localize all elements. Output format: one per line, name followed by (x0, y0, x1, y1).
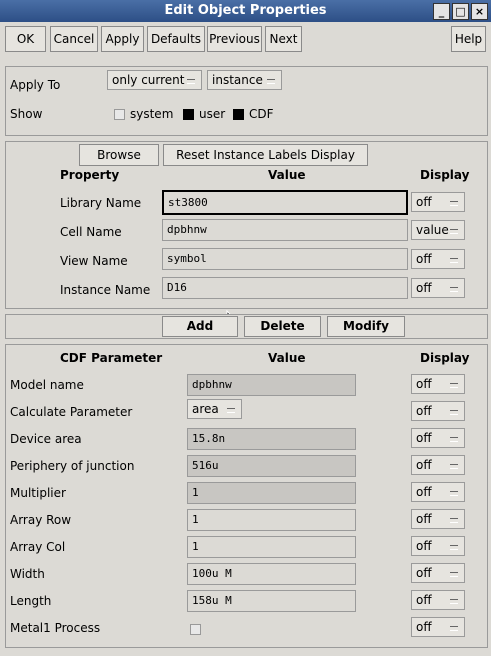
view-name-display-menu[interactable] (411, 249, 465, 269)
modify-button[interactable]: Modify (327, 316, 405, 337)
model-name-label: Model name (10, 378, 84, 392)
cancel-button[interactable]: Cancel (50, 26, 98, 52)
menu-indicator-icon (450, 383, 458, 388)
device-area-field: 15.8n (187, 428, 356, 450)
model-name-display-menu[interactable] (411, 374, 465, 394)
cell-name-label: Cell Name (60, 225, 122, 239)
help-button[interactable]: Help (451, 26, 486, 52)
minimize-icon[interactable]: _ (433, 3, 450, 20)
multiplier-display-menu[interactable] (411, 482, 465, 502)
display-menu-value: off (416, 458, 432, 472)
next-button[interactable]: Next (265, 26, 302, 52)
previous-button[interactable]: Previous (207, 26, 262, 52)
display-menu-value: off (416, 539, 432, 553)
calculate-parameter-display-menu[interactable] (411, 401, 465, 421)
array-col-label: Array Col (10, 540, 66, 554)
library-name-field[interactable]: st3800 (162, 190, 408, 215)
periphery-of-junction-label: Periphery of junction (10, 459, 135, 473)
calculate-parameter-label: Calculate Parameter (10, 405, 133, 419)
width-field[interactable]: 100u M (187, 563, 356, 585)
window-title: Edit Object Properties (164, 3, 327, 18)
browse-button[interactable]: Browse (79, 144, 159, 166)
show-label: Show (10, 107, 43, 121)
instance-name-display-menu[interactable] (411, 278, 465, 298)
display-menu-value: off (416, 512, 432, 526)
value-column-header: Value (268, 168, 306, 182)
menu-indicator-icon (450, 229, 458, 234)
show-user-label: user (199, 107, 226, 121)
apply-to-scope-value: only current (112, 73, 185, 87)
apply-to-type-value: instance (212, 73, 263, 87)
menu-indicator-icon (450, 258, 458, 263)
length-field[interactable]: 158u M (187, 590, 356, 612)
menu-indicator-icon (450, 572, 458, 577)
periphery-of-junction-display-menu[interactable] (411, 455, 465, 475)
width-display-menu[interactable] (411, 563, 465, 583)
menu-indicator-icon (450, 201, 458, 206)
reset-instance-labels-button[interactable]: Reset Instance Labels Display (163, 144, 368, 166)
multiplier-label: Multiplier (10, 486, 66, 500)
menu-indicator-icon (267, 79, 275, 84)
display-menu-value: off (416, 485, 432, 499)
menu-indicator-icon (450, 626, 458, 631)
show-user-checkbox[interactable] (183, 109, 194, 120)
device-area-display-menu[interactable] (411, 428, 465, 448)
menu-indicator-icon (450, 464, 458, 469)
instance-name-label: Instance Name (60, 283, 151, 297)
library-name-label: Library Name (60, 196, 142, 210)
cell-name-display-menu[interactable] (411, 220, 465, 240)
display-menu-value: off (416, 620, 432, 634)
display-menu-value: off (416, 593, 432, 607)
length-label: Length (10, 594, 52, 608)
array-row-field[interactable]: 1 (187, 509, 356, 531)
view-name-field[interactable]: symbol (162, 248, 408, 270)
multiplier-field: 1 (187, 482, 356, 504)
ok-button[interactable]: OK (5, 26, 46, 52)
cdf-display-column-header: Display (420, 351, 470, 365)
menu-indicator-icon (450, 518, 458, 523)
close-icon[interactable]: × (471, 3, 488, 20)
library-name-display-menu[interactable] (411, 192, 465, 212)
device-area-label: Device area (10, 432, 82, 446)
display-menu-value: value (416, 223, 449, 237)
apply-to-type-menu[interactable] (207, 70, 282, 90)
show-cdf-checkbox[interactable] (233, 109, 244, 120)
display-menu-value: off (416, 431, 432, 445)
menu-indicator-icon (450, 410, 458, 415)
add-button[interactable]: Add (162, 316, 238, 337)
menu-indicator-icon (450, 437, 458, 442)
menu-indicator-icon (187, 79, 195, 84)
width-label: Width (10, 567, 45, 581)
periphery-of-junction-field: 516u (187, 455, 356, 477)
show-system-checkbox[interactable] (114, 109, 125, 120)
delete-button[interactable]: Delete (244, 316, 321, 337)
calculate-parameter-menu[interactable] (187, 399, 242, 419)
apply-button[interactable]: Apply (101, 26, 144, 52)
apply-to-scope-menu[interactable] (107, 70, 202, 90)
cdf-value-column-header: Value (268, 351, 306, 365)
menu-indicator-icon (450, 545, 458, 550)
metal1-process-checkbox[interactable] (190, 624, 201, 635)
array-row-display-menu[interactable] (411, 509, 465, 529)
cdf-parameter-column-header: CDF Parameter (60, 351, 163, 365)
array-row-label: Array Row (10, 513, 72, 527)
display-menu-value: off (416, 281, 432, 295)
display-menu-value: off (416, 377, 432, 391)
display-menu-value: off (416, 566, 432, 580)
display-menu-value: off (416, 404, 432, 418)
menu-indicator-icon (450, 287, 458, 292)
show-cdf-label: CDF (249, 107, 274, 121)
cell-name-field[interactable]: dpbhnw (162, 219, 408, 241)
property-column-header: Property (60, 168, 120, 182)
array-col-field[interactable]: 1 (187, 536, 356, 558)
calculate-parameter-value: area (192, 402, 219, 416)
show-system-label: system (130, 107, 174, 121)
apply-to-label: Apply To (10, 78, 61, 92)
metal1-process-display-menu[interactable] (411, 617, 465, 637)
defaults-button[interactable]: Defaults (147, 26, 205, 52)
instance-name-field[interactable]: D16 (162, 277, 408, 299)
array-col-display-menu[interactable] (411, 536, 465, 556)
view-name-label: View Name (60, 254, 128, 268)
display-column-header: Display (420, 168, 470, 182)
maximize-icon[interactable]: □ (452, 3, 469, 20)
menu-indicator-icon (450, 491, 458, 496)
metal1-process-label: Metal1 Process (10, 621, 101, 635)
model-name-field: dpbhnw (187, 374, 356, 396)
display-menu-value: off (416, 195, 432, 209)
display-menu-value: off (416, 252, 432, 266)
length-display-menu[interactable] (411, 590, 465, 610)
menu-indicator-icon (227, 408, 235, 413)
menu-indicator-icon (450, 599, 458, 604)
